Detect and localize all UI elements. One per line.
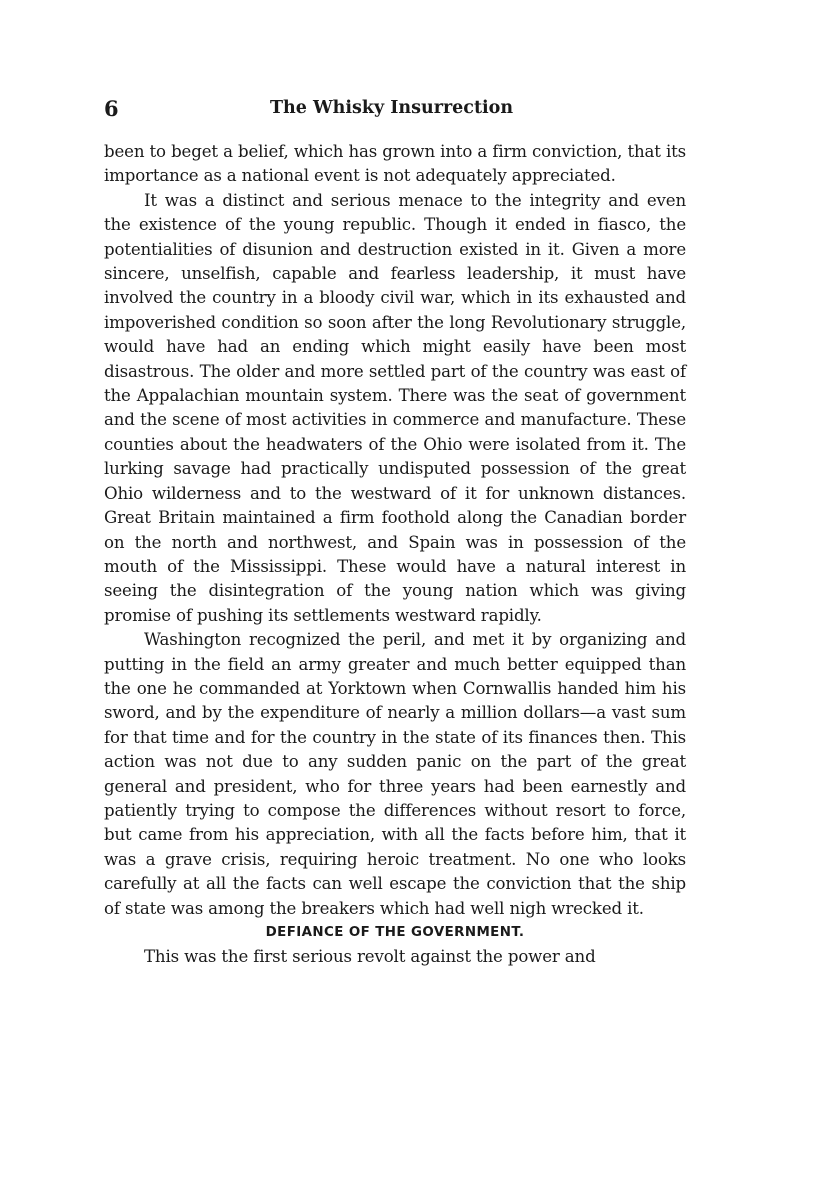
page-number: 6 [104, 96, 119, 121]
body-paragraph: This was the first serious revolt against the power and [144, 947, 596, 966]
running-title: The Whisky Insurrection [270, 98, 514, 118]
running-head [104, 96, 686, 126]
book-page [104, 96, 686, 969]
body-paragraph: It was a distinct and serious menace to the integrity and even the existence of the young republic. Though it ended in fiasco, the potentialities of disunion and destruction existed in it. Given a more sincere, unselfish, capable and fearless leadership, it must have involved the country in a bloody civil war, which in its exhausted and impoverished condition so soon after the long Revolutionary struggle, would have had an ending which might easily have been most disastrous. The older and more settled part of the country was east of the Appalachian mountain system. There was the seat of government and the scene of most activities in commerce and manufacture. These counties about the headwaters of the Ohio were isolated from it. The lurking savage had practically undisputed possession of the great Ohio wilderness and to the westward of it for unknown distances. Great Britain maintained a firm foothold along the Canadian border on the north and northwest, and Spain was in possession of the mouth of the Mississippi. These would have a natural interest in seeing the disintegration of the young nation which was giving promise of pushing its settlements westward rapidly. [104, 190, 686, 625]
body-paragraph: been to beget a belief, which has grown into a firm conviction, that its importance as a national event is not adequately appreciated. [104, 142, 686, 186]
body-paragraph: Washington recognized the peril, and met it by organizing and putting in the field an army greater and much better equipped than the one he commanded at Yorktown when Cornwallis handed him his sword, and by the expenditure of nearly a million dollars—a vast sum for that time and for the country in the state of its finances then. This action was not due to any sudden panic on the part of the great general and president, who for three years had been earnestly and patiently trying to compose the differences without resort to force, but came from his appreciation, with all the facts before him, that it was a grave crisis, requiring heroic treatment. No one who looks carefully at all the facts can well escape the conviction that the ship of state was among the breakers which had well nigh wrecked it. [104, 630, 686, 918]
section-heading: DEFIANCE OF THE GOVERNMENT. [265, 925, 525, 940]
